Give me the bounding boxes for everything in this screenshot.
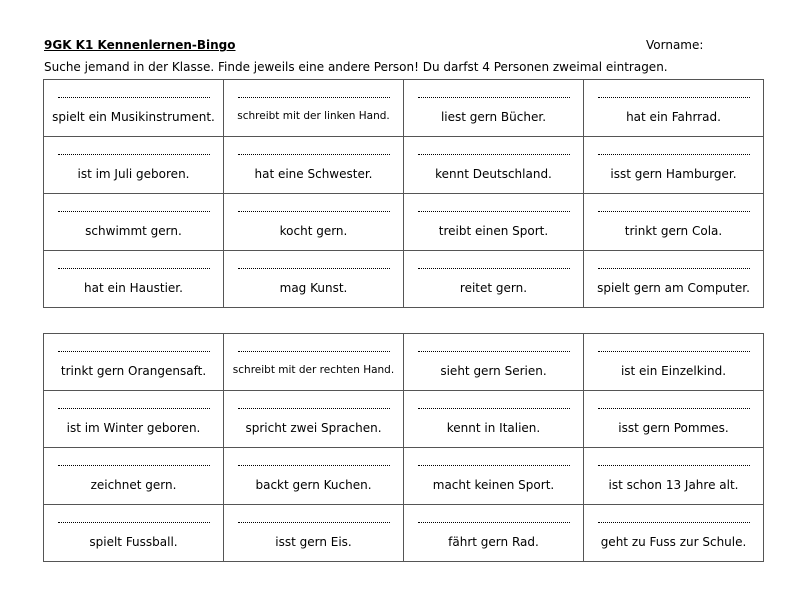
bingo-cell[interactable]: [44, 80, 224, 137]
cell-label: isst gern Eis.: [275, 535, 352, 549]
bingo-cell[interactable]: [404, 334, 584, 391]
bingo-cell[interactable]: [584, 137, 764, 194]
bingo-cell[interactable]: [584, 251, 764, 308]
cell-label: zeichnet gern.: [90, 478, 177, 492]
cell-label: isst gern Pommes.: [618, 421, 729, 435]
grid-row: [44, 251, 764, 308]
name-entry-line[interactable]: [238, 403, 390, 409]
grid-row: [44, 448, 764, 505]
grid-row: [44, 505, 764, 562]
cell-label: ist im Juli geboren.: [77, 167, 190, 181]
name-entry-line[interactable]: [58, 206, 210, 212]
bingo-cell[interactable]: [584, 505, 764, 562]
cell-label: mag Kunst.: [279, 281, 348, 295]
cell-label: spielt Fussball.: [89, 535, 178, 549]
bingo-grid-2: [43, 333, 764, 562]
bingo-cell[interactable]: [44, 448, 224, 505]
bingo-cell[interactable]: [224, 391, 404, 448]
grid-row: [44, 137, 764, 194]
bingo-cell[interactable]: [44, 137, 224, 194]
cell-label: backt gern Kuchen.: [255, 478, 372, 492]
bingo-cell[interactable]: [44, 391, 224, 448]
bingo-cell[interactable]: [44, 505, 224, 562]
name-entry-line[interactable]: [238, 460, 390, 466]
name-entry-line[interactable]: [418, 92, 570, 98]
name-entry-line[interactable]: [598, 403, 750, 409]
worksheet-title: 9GK K1 Kennenlernen-Bingo: [44, 38, 236, 52]
name-entry-line[interactable]: [238, 263, 390, 269]
grid-row: [44, 80, 764, 137]
cell-label: schwimmt gern.: [85, 224, 182, 238]
name-entry-line[interactable]: [58, 263, 210, 269]
name-entry-line[interactable]: [598, 263, 750, 269]
name-entry-line[interactable]: [238, 149, 390, 155]
bingo-cell[interactable]: [224, 137, 404, 194]
cell-label: trinkt gern Cola.: [624, 224, 723, 238]
name-entry-line[interactable]: [58, 517, 210, 523]
name-entry-line[interactable]: [418, 460, 570, 466]
bingo-cell[interactable]: [404, 391, 584, 448]
name-entry-line[interactable]: [418, 346, 570, 352]
bingo-grid-1: [43, 79, 764, 308]
bingo-cell[interactable]: [224, 251, 404, 308]
name-entry-line[interactable]: [418, 517, 570, 523]
grid-row: [44, 194, 764, 251]
bingo-cell[interactable]: [404, 448, 584, 505]
bingo-cell[interactable]: [224, 80, 404, 137]
cell-label: ist ein Einzelkind.: [620, 364, 727, 378]
name-entry-line[interactable]: [418, 403, 570, 409]
name-entry-line[interactable]: [58, 92, 210, 98]
name-entry-line[interactable]: [58, 403, 210, 409]
cell-label: reitet gern.: [459, 281, 528, 295]
name-entry-line[interactable]: [598, 149, 750, 155]
bingo-cell[interactable]: [584, 194, 764, 251]
bingo-cell[interactable]: [404, 505, 584, 562]
cell-label: hat ein Haustier.: [84, 281, 183, 295]
cell-label: trinkt gern Orangensaft.: [60, 364, 207, 378]
name-entry-line[interactable]: [238, 517, 390, 523]
cell-label: kocht gern.: [279, 224, 348, 238]
cell-label: ist schon 13 Jahre alt.: [608, 478, 739, 492]
bingo-cell[interactable]: [404, 251, 584, 308]
name-entry-line[interactable]: [418, 206, 570, 212]
cell-label: treibt einen Sport.: [438, 224, 549, 238]
cell-label: fährt gern Rad.: [448, 535, 539, 549]
bingo-cell[interactable]: [584, 391, 764, 448]
instructions-text: Suche jemand in der Klasse. Finde jeweils eine andere Person! Du darfst 4 Personen zweimal eintragen.: [44, 60, 668, 74]
name-entry-line[interactable]: [598, 206, 750, 212]
cell-label: spielt ein Musikinstrument.: [52, 110, 215, 124]
bingo-cell[interactable]: [44, 334, 224, 391]
cell-label: kennt Deutschland.: [435, 167, 552, 181]
bingo-cell[interactable]: [224, 448, 404, 505]
grid-row: [44, 334, 764, 391]
bingo-cell[interactable]: [224, 334, 404, 391]
name-entry-line[interactable]: [598, 92, 750, 98]
name-entry-line[interactable]: [238, 206, 390, 212]
cell-label: macht keinen Sport.: [432, 478, 555, 492]
bingo-cell[interactable]: [404, 80, 584, 137]
bingo-cell[interactable]: [584, 80, 764, 137]
bingo-cell[interactable]: [404, 137, 584, 194]
cell-label: isst gern Hamburger.: [610, 167, 737, 181]
name-entry-line[interactable]: [598, 517, 750, 523]
cell-label: geht zu Fuss zur Schule.: [600, 535, 747, 549]
cell-label: liest gern Bücher.: [440, 110, 547, 124]
cell-label: kennt in Italien.: [446, 421, 541, 435]
name-entry-line[interactable]: [418, 263, 570, 269]
cell-label: sieht gern Serien.: [440, 364, 547, 378]
grid-row: [44, 391, 764, 448]
name-entry-line[interactable]: [598, 346, 750, 352]
bingo-cell[interactable]: [584, 448, 764, 505]
bingo-cell[interactable]: [44, 251, 224, 308]
cell-label: spielt gern am Computer.: [597, 281, 750, 295]
bingo-cell[interactable]: [44, 194, 224, 251]
cell-label: ist im Winter geboren.: [66, 421, 201, 435]
name-entry-line[interactable]: [58, 460, 210, 466]
cell-label: hat eine Schwester.: [254, 167, 373, 181]
bingo-cell[interactable]: [224, 505, 404, 562]
name-entry-line[interactable]: [598, 460, 750, 466]
cell-label: schreibt mit der rechten Hand.: [232, 364, 395, 376]
name-entry-line[interactable]: [238, 346, 390, 352]
bingo-cell[interactable]: [584, 334, 764, 391]
bingo-cell[interactable]: [404, 194, 584, 251]
name-entry-line[interactable]: [58, 149, 210, 155]
cell-label: schreibt mit der linken Hand.: [237, 110, 390, 122]
firstname-label: Vorname:: [646, 38, 704, 52]
cell-label: spricht zwei Sprachen.: [245, 421, 382, 435]
cell-label: hat ein Fahrrad.: [626, 110, 721, 124]
name-entry-line[interactable]: [238, 92, 390, 98]
name-entry-line[interactable]: [418, 149, 570, 155]
name-entry-line[interactable]: [58, 346, 210, 352]
bingo-cell[interactable]: [224, 194, 404, 251]
